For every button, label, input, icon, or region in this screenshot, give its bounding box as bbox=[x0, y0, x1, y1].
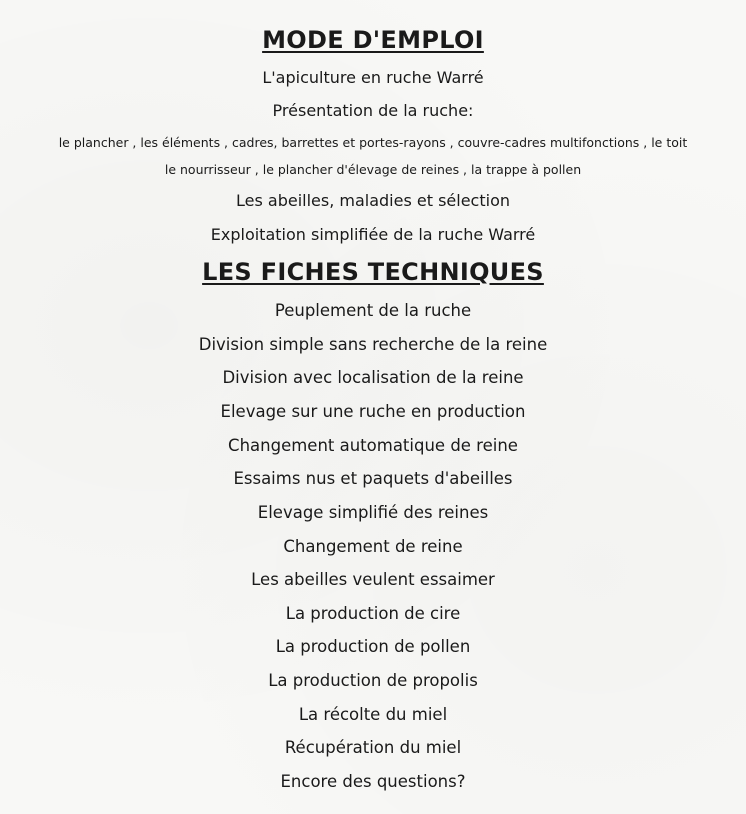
fiche-item: Peuplement de la ruche bbox=[274, 301, 472, 320]
fiche-item: La production de pollen bbox=[275, 637, 471, 656]
intro-line-1: L'apiculture en ruche Warré bbox=[262, 68, 484, 87]
hive-parts-line-2: le nourrisseur , le plancher d'élevage de reines , la trappe à pollen bbox=[164, 162, 582, 177]
fiche-item: Division simple sans recherche de la reine bbox=[198, 335, 548, 354]
fiche-item: Changement automatique de reine bbox=[228, 436, 518, 455]
hive-parts-line-1: le plancher , les éléments , cadres, barrettes et portes-rayons , couvre-cadres multifonctions , le toit bbox=[58, 135, 688, 150]
fiche-item: Division avec localisation de la reine bbox=[222, 368, 524, 387]
page-title: MODE D'EMPLOI bbox=[262, 26, 484, 54]
intro-line-4: Exploitation simplifiée de la ruche Warré bbox=[210, 225, 536, 244]
fiche-item: La récolte du miel bbox=[298, 705, 448, 724]
fiche-item: Changement de reine bbox=[283, 537, 463, 556]
intro-line-2: Présentation de la ruche: bbox=[272, 101, 474, 120]
fiche-item: Elevage sur une ruche en production bbox=[220, 402, 526, 421]
fiche-item: La production de propolis bbox=[268, 671, 478, 690]
fiche-item: Essaims nus et paquets d'abeilles bbox=[233, 469, 513, 488]
fiche-item: La production de cire bbox=[285, 604, 461, 623]
fiche-item: Les abeilles veulent essaimer bbox=[251, 570, 495, 589]
fiche-item: Encore des questions? bbox=[280, 772, 466, 791]
section-title: LES FICHES TECHNIQUES bbox=[202, 258, 544, 286]
intro-line-3: Les abeilles, maladies et sélection bbox=[235, 191, 510, 210]
fiche-item: Récupération du miel bbox=[284, 738, 462, 757]
fiche-item: Elevage simplifié des reines bbox=[257, 503, 489, 522]
